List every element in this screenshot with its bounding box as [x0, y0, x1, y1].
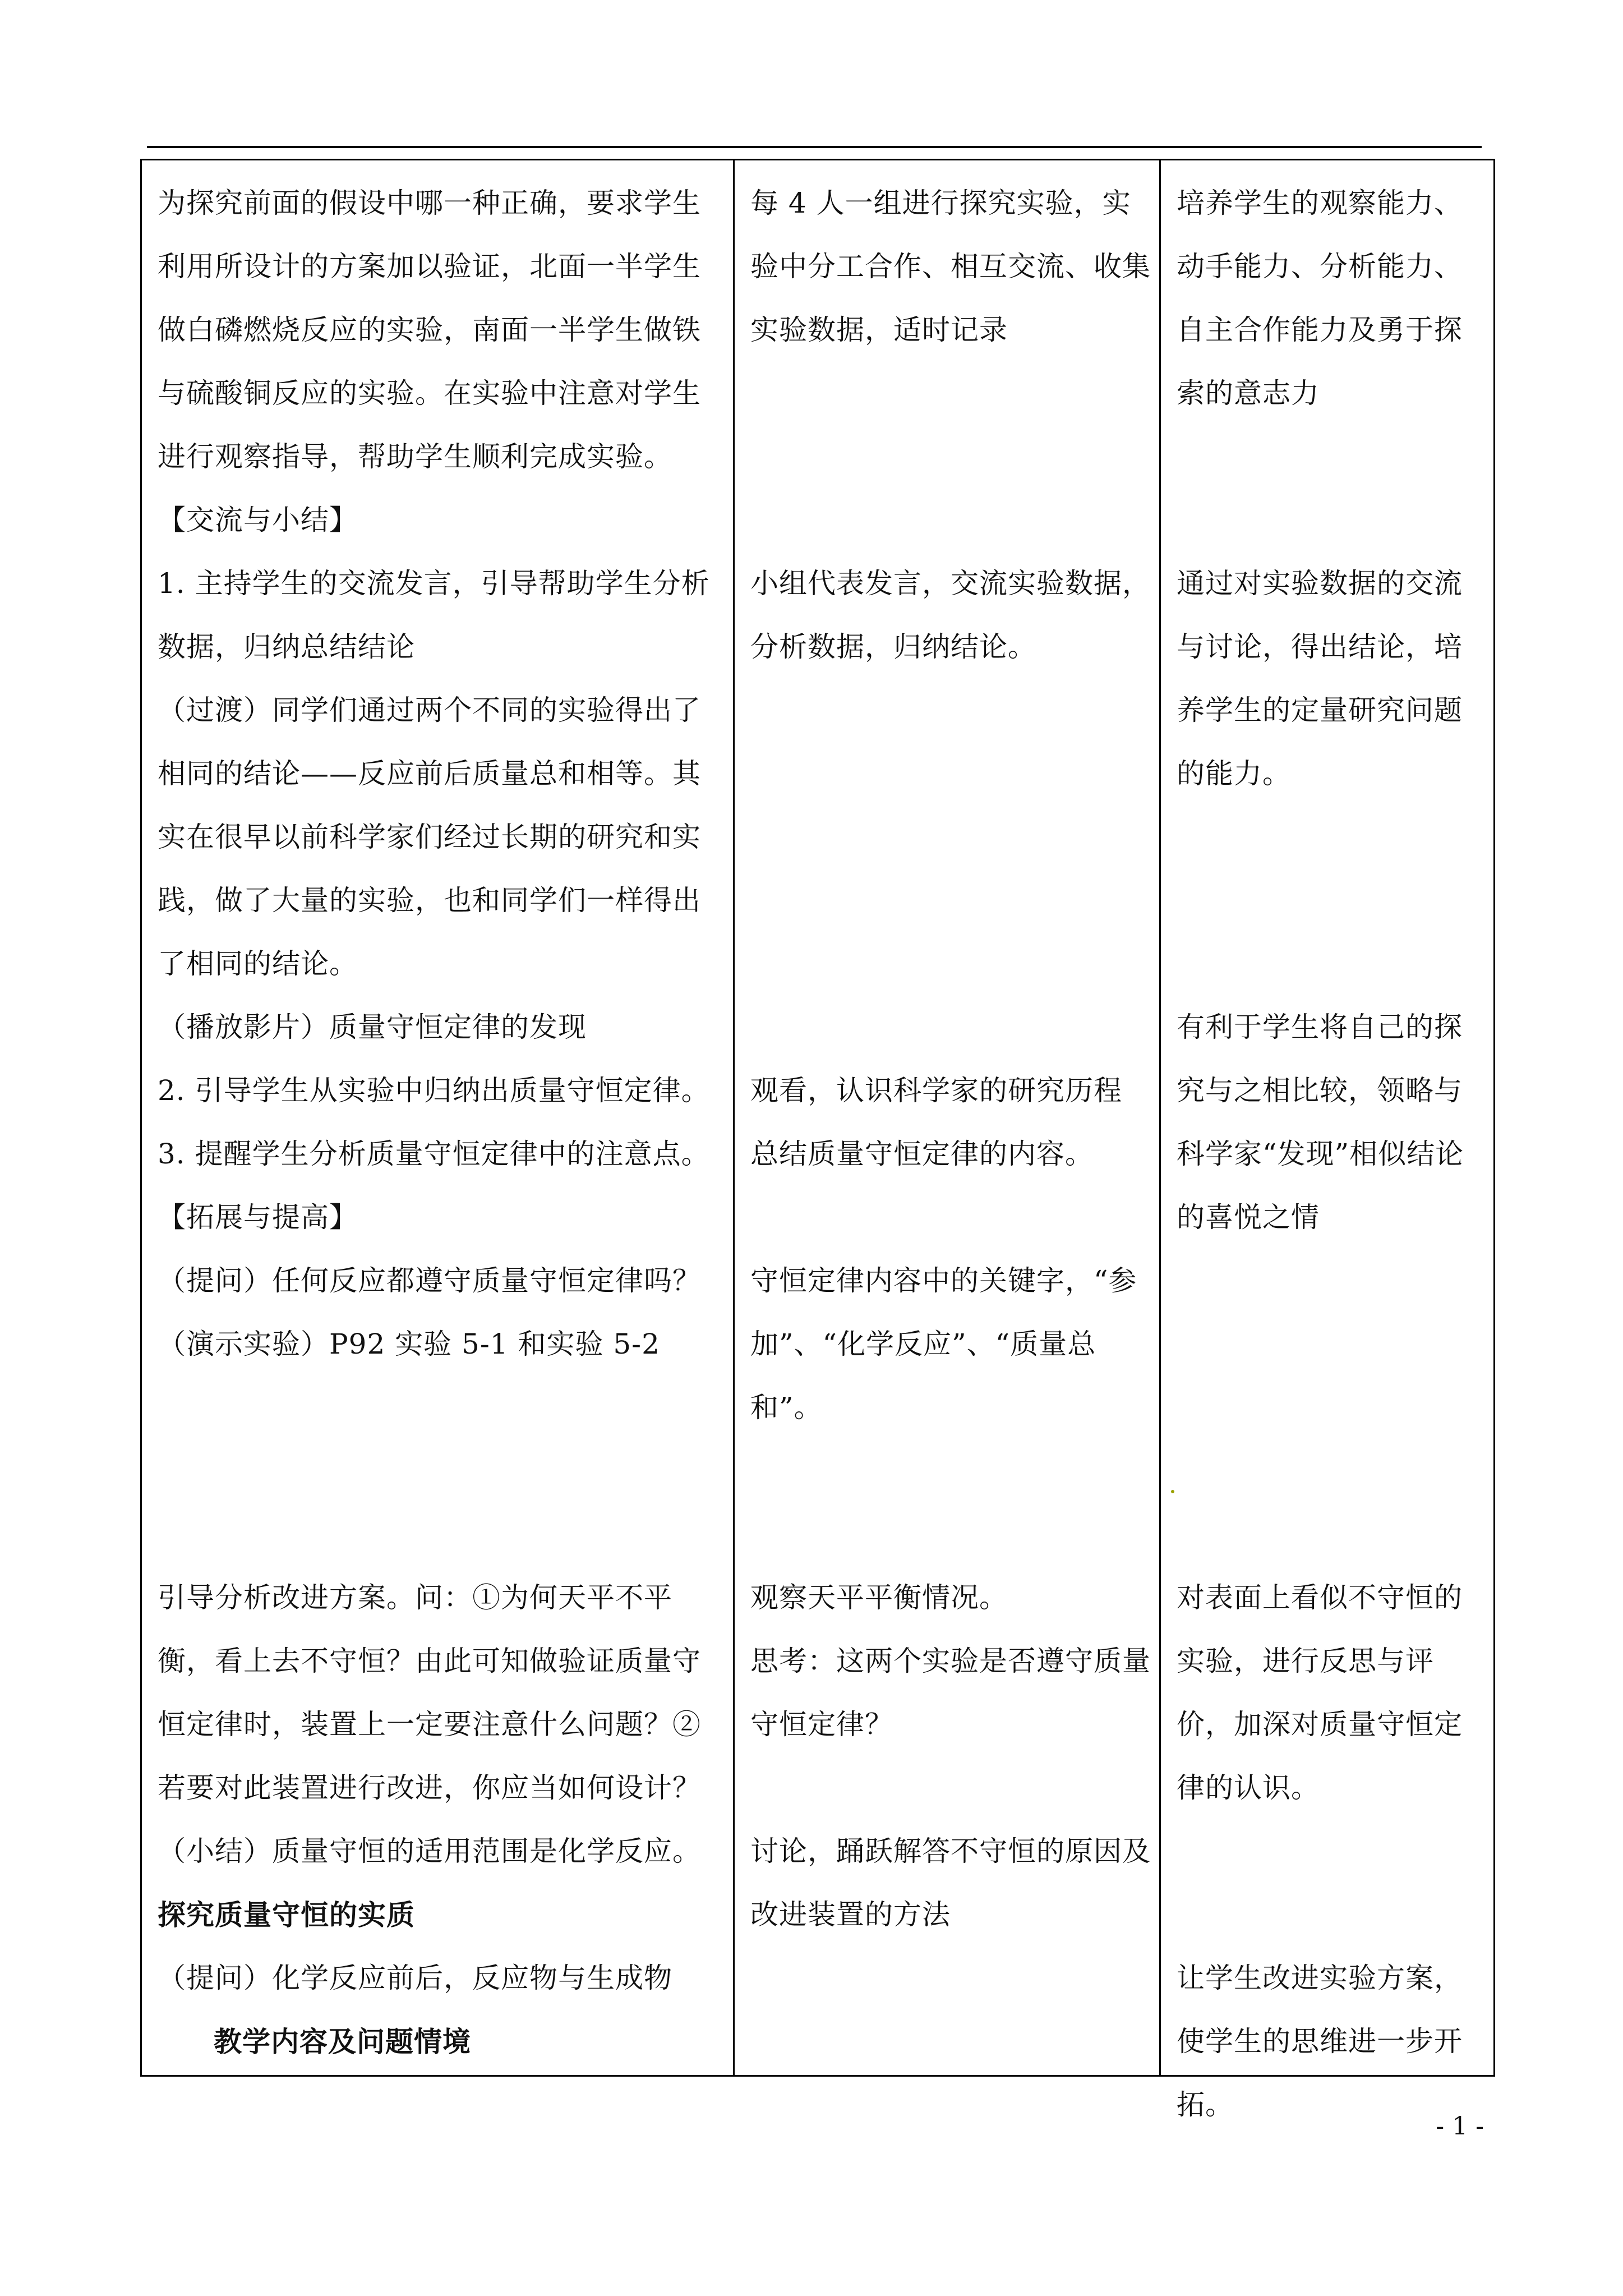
paragraph-improve-plan: 让学生改进实验方案，使学生的思维进一步开拓。: [1177, 1962, 1463, 2121]
paragraph-group-report: 小组代表发言，交流实验数据，分析数据，归纳结论。: [750, 567, 1151, 663]
speck-mark: [1171, 1490, 1174, 1493]
section-heading-extension: 【拓展与提高】: [158, 1201, 358, 1234]
paragraph-host-discussion: 1. 主持学生的交流发言，引导帮助学生分析数据，归纳总结结论: [158, 567, 710, 663]
paragraph-experiment-guidance: 为探究前面的假设中哪一种正确，要求学生利用所设计的方案加以验证，北面一半学生做白磷燃烧反应的实验，南面一半学生做铁与硫酸铜反应的实验。在实验中注意对学生进行观察指导，帮助学生顺利完成实验。: [158, 187, 701, 473]
paragraph-improvement-analysis: 引导分析改进方案。问：①为何天平不平衡，看上去不守恒？由此可知做验证质量守恒定律时，装置上一定要注意什么问题？②若要对此装置进行改进，你应当如何设计？: [158, 1581, 701, 1804]
paragraph-question: （提问）任何反应都遵守质量守恒定律吗？: [158, 1264, 701, 1297]
paragraph-summarize-law: 总结质量守恒定律的内容。: [750, 1138, 1094, 1170]
paragraph-transition: （过渡）同学们通过两个不同的实验得出了相同的结论——反应前后质量总和相等。其实在很早以前科学家们经过长期的研究和实践，做了大量的实验，也和同学们一样得出了相同的结论。: [158, 694, 701, 980]
student-activity-column: [735, 160, 1159, 2075]
paragraph-observe-balance: 观察天平平衡情况。: [750, 1581, 1008, 1614]
design-intent-column: [1161, 160, 1495, 2121]
paragraph-question-essence: （提问）化学反应前后，反应物与生成物: [158, 1962, 672, 1994]
lesson-table: [140, 159, 1495, 2121]
paragraph-discuss: 讨论，踊跃解答不守恒的原因及改进装置的方法: [750, 1835, 1151, 1931]
paragraph-play-film: （播放影片）质量守恒定律的发现: [158, 1011, 587, 1043]
paragraph-summary: （小结）质量守恒的适用范围是化学反应。: [158, 1835, 701, 1867]
column-caption: 教学内容及问题情境: [214, 2025, 471, 2058]
paragraph-remind-points: 3. 提醒学生分析质量守恒定律中的注意点。: [158, 1138, 710, 1170]
section-heading-essence: 探究质量守恒的实质: [158, 1898, 415, 1931]
paragraph-think: 思考：这两个实验是否遵守质量守恒定律？: [750, 1645, 1151, 1741]
paragraph-watch: 观看，认识科学家的研究历程: [750, 1074, 1122, 1107]
paragraph-keywords: 守恒定律内容中的关键字，“参加”、“化学反应”、“质量总和”。: [750, 1264, 1137, 1424]
paragraph-induce-law: 2. 引导学生从实验中归纳出质量守恒定律。: [158, 1074, 710, 1107]
paragraph-demo-experiment: （演示实验）P92 实验 5-1 和实验 5-2: [158, 1328, 660, 1360]
page-number: - 1 -: [1436, 2112, 1484, 2141]
paragraph-cultivate-abilities: 培养学生的观察能力、动手能力、分析能力、自主合作能力及勇于探索的意志力: [1177, 187, 1463, 409]
paragraph-compare-scientists: 有利于学生将自己的探究与之相比较，领略与科学家“发现”相似结论的喜悦之情: [1177, 1011, 1464, 1234]
paragraph-group-experiment: 每 4 人一组进行探究实验，实验中分工合作、相互交流、收集实验数据，适时记录: [750, 187, 1151, 346]
paragraph-data-exchange: 通过对实验数据的交流与讨论，得出结论，培养学生的定量研究问题的能力。: [1177, 567, 1463, 790]
paragraph-reflection: 对表面上看似不守恒的实验，进行反思与评价，加深对质量守恒定律的认识。: [1177, 1581, 1463, 1804]
header-rule: [147, 146, 1482, 148]
teaching-content-column: [142, 160, 733, 2075]
section-heading-exchange: 【交流与小结】: [158, 504, 358, 536]
